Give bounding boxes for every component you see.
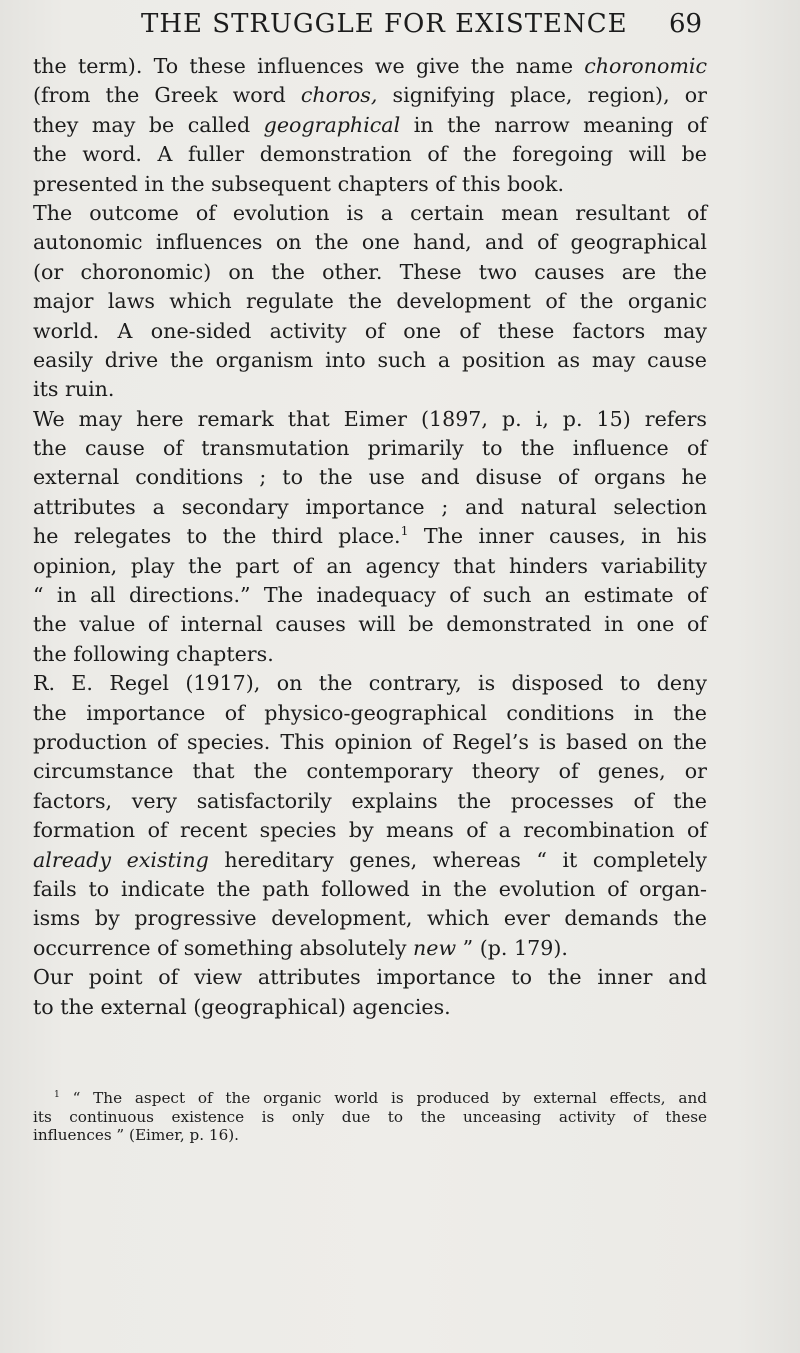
- text-line: [33, 993, 707, 1022]
- text-run: isms by progressive development, which ever demands the: [33, 906, 707, 931]
- text-run: the cause of transmutation primarily to the influence of: [33, 436, 707, 461]
- text-line: [33, 463, 707, 492]
- text-run: the value of internal causes will be demonstrated in one of: [33, 612, 707, 637]
- text-line: [33, 757, 707, 786]
- footnote-line: [33, 1089, 707, 1108]
- text-run: occurrence of something absolutely: [33, 935, 414, 960]
- text-run: R. E. Regel (1917), on the contrary, is disposed to deny: [33, 671, 707, 696]
- text-run: attributes a secondary importance ; and natural selection: [33, 494, 707, 519]
- text-run: hereditary genes, whereas “ it completely: [208, 847, 707, 872]
- running-title: THE STRUGGLE FOR EXISTENCE: [141, 9, 628, 39]
- text-line: [33, 904, 707, 933]
- text-line: [33, 963, 707, 992]
- text-run: The outcome of evolution is a certain mean resultant of: [33, 200, 707, 225]
- text-line: [33, 346, 707, 375]
- footnote-line: [33, 1108, 707, 1127]
- text-run: they may be called: [33, 112, 264, 137]
- text-run: fails to indicate the path followed in the evolution of organ-: [33, 876, 707, 901]
- text-line: [33, 317, 707, 346]
- italic-term: geographical: [263, 112, 401, 137]
- italic-term: already existing: [33, 847, 209, 872]
- running-head: [0, 6, 800, 42]
- text-line: [33, 581, 707, 610]
- text-line: [33, 934, 707, 963]
- text-line: [33, 258, 707, 287]
- text-line: [33, 787, 707, 816]
- text-line: [33, 81, 707, 110]
- text-run: easily drive the organism into such a position as may cause: [33, 347, 707, 372]
- text-run: “ The aspect of the organic world is produced by external effects, and: [59, 1089, 707, 1107]
- text-run: influences ” (Eimer, p. 16).: [33, 1126, 239, 1144]
- text-run: production of species. This opinion of Regel’s is based on the: [33, 729, 707, 754]
- text-run: world. A one-sided activity of one of these factors may: [33, 318, 707, 343]
- text-line: [33, 610, 707, 639]
- italic-term: new: [413, 935, 457, 960]
- italic-term: choronomic: [584, 54, 707, 78]
- text-line: [33, 640, 707, 669]
- text-line: [33, 199, 707, 228]
- text-run: formation of recent species by means of a recombination of: [33, 818, 707, 843]
- text-line: [33, 405, 707, 434]
- text-line: [33, 52, 707, 81]
- text-line: [33, 522, 707, 551]
- text-run: presented in the subsequent chapters of this book.: [33, 171, 565, 196]
- text-line: [33, 728, 707, 757]
- text-line: [33, 552, 707, 581]
- page-number: 69: [669, 9, 703, 39]
- footnote-marker: 1: [400, 524, 409, 539]
- text-run: its ruin.: [33, 377, 115, 402]
- text-run: its continuous existence is only due to the unceasing activity of these: [33, 1107, 707, 1126]
- text-run: ” (p. 179).: [456, 935, 568, 960]
- text-run: signifying place, region), or: [377, 83, 707, 108]
- text-run: autonomic influences on the one hand, and of geographical: [33, 230, 707, 255]
- text-run: he relegates to the third place.: [33, 524, 401, 549]
- text-line: [33, 434, 707, 463]
- text-line: [33, 170, 707, 199]
- text-run: external conditions ; to the use and disuse of organs he: [33, 465, 707, 490]
- text-run: Our point of view attributes importance to the inner and: [33, 965, 707, 990]
- body-text: [33, 52, 707, 1022]
- text-run: circumstance that the contemporary theory of genes, or: [33, 759, 707, 784]
- footnote-line: [33, 1126, 707, 1145]
- text-run: the following chapters.: [33, 641, 274, 666]
- text-run: in the narrow meaning of: [400, 112, 707, 137]
- text-run: The inner causes, in his: [408, 524, 707, 549]
- footnote-marker: 1: [54, 1090, 60, 1101]
- text-line: [33, 875, 707, 904]
- text-run: the word. A fuller demonstration of the foregoing will be: [33, 142, 707, 167]
- text-line: [33, 669, 707, 698]
- text-run: (or choronomic) on the other. These two causes are the: [33, 259, 707, 284]
- text-line: [33, 816, 707, 845]
- text-run: the importance of physico-geographical conditions in the: [33, 700, 707, 725]
- text-run: to the external (geographical) agencies.: [33, 994, 451, 1019]
- text-line: [33, 228, 707, 257]
- text-line: [33, 699, 707, 728]
- text-run: factors, very satisfactorily explains the processes of the: [33, 788, 707, 813]
- italic-term: choros,: [300, 83, 378, 108]
- text-run: major laws which regulate the development of the organic: [33, 289, 707, 314]
- text-run: the term). To these influences we give the name: [33, 54, 585, 78]
- text-line: [33, 375, 707, 404]
- text-line: [33, 287, 707, 316]
- text-line: [33, 140, 707, 169]
- text-line: [33, 111, 707, 140]
- text-run: (from the Greek word: [33, 83, 301, 108]
- text-run: “ in all directions.” The inadequacy of such an estimate of: [33, 583, 707, 608]
- text-run: opinion, play the part of an agency that hinders variability: [33, 553, 707, 578]
- text-run: We may here remark that Eimer (1897, p. i, p. 15) refers: [33, 406, 707, 431]
- text-line: [33, 846, 707, 875]
- footnote: [33, 1089, 707, 1145]
- text-line: [33, 493, 707, 522]
